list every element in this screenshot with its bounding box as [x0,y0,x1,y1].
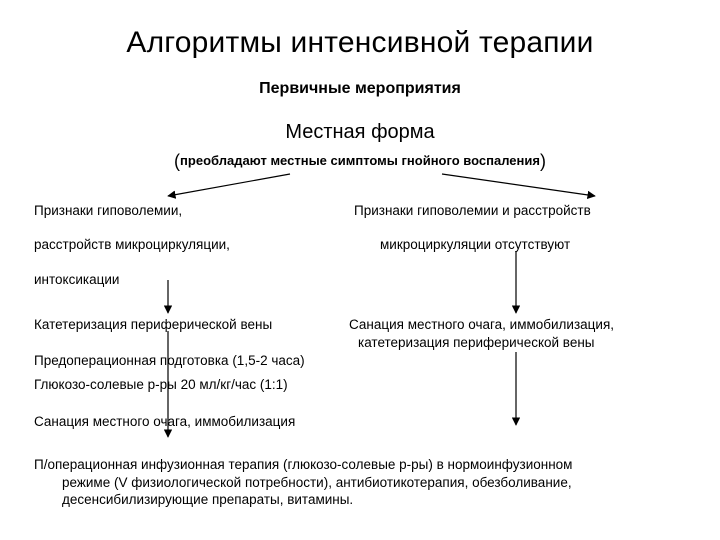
final-therapy-line2: режиме (V физиологической потребности), антибиотикотерапия, обезболивание, [62,475,572,490]
arrow-to-left-branch [168,174,290,196]
final-therapy-line3: десенсибилизирующие препараты, витамины. [62,492,354,507]
final-therapy-line1: П/операционная инфузионная терапия (глюкозо-солевые р-ры) в нормоинфузионном [34,457,573,472]
note-text: преобладают местные симптомы гнойного воспаления [180,153,540,168]
left-sign-line2: расстройств микроциркуляции, [34,237,230,252]
left-step-preop: Предоперационная подготовка (1,5-2 часа) [34,353,305,368]
section-subtitle: Первичные мероприятия [259,80,461,97]
arrow-to-right-branch [442,174,595,196]
left-step-solutions: Глюкозо-солевые р-ры 20 мл/кг/час (1:1) [34,377,288,392]
note-open-paren: ( [174,151,181,171]
left-sign-line1: Признаки гиповолемии, [34,203,183,218]
left-step-catheter: Катетеризация периферической вены [34,317,273,332]
right-step-line1: Санация местного очага, иммобилизация, [349,317,615,332]
right-sign-line1: Признаки гиповолемии и расстройств [354,203,591,218]
slide-title: Алгоритмы интенсивной терапии [126,26,594,59]
left-step-sanation: Санация местного очага, иммобилизация [34,414,296,429]
right-sign-line2: микроциркуляции отсутствуют [380,237,571,252]
right-step-line2: катетеризация периферической вены [358,335,595,350]
left-sign-line3: интоксикации [34,272,120,287]
form-heading: Местная форма [285,121,435,143]
note-close-paren: ) [539,151,546,171]
